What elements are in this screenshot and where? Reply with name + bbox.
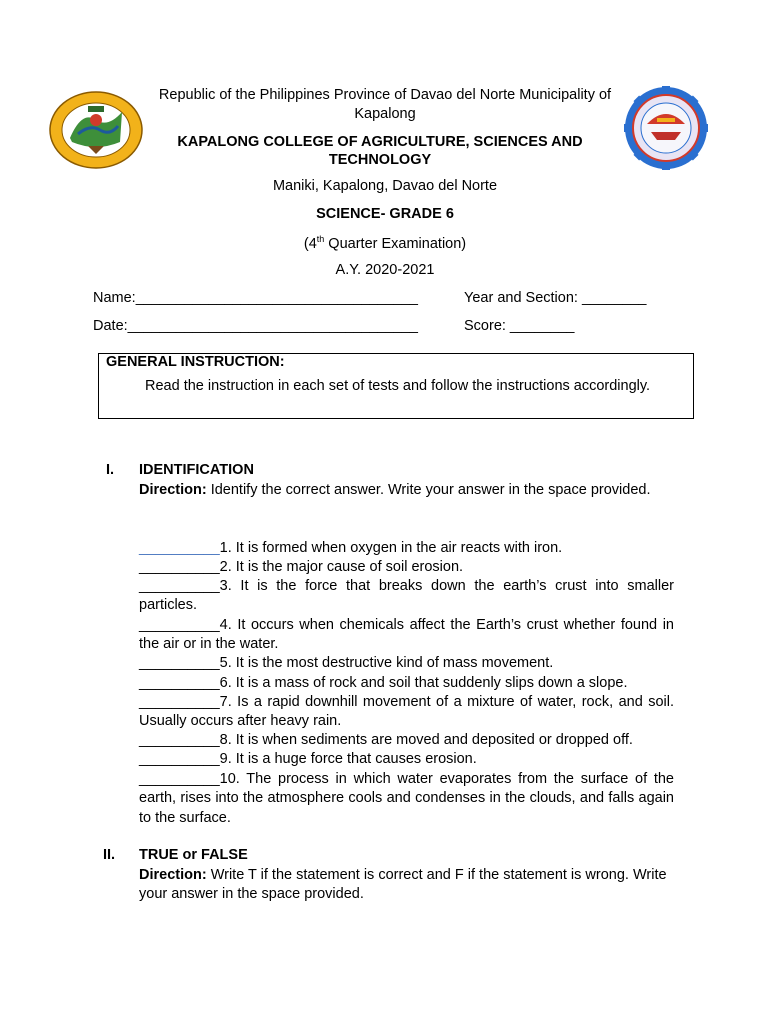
- answer-blank-1[interactable]: __________: [139, 540, 220, 556]
- question-4: __________4. It occurs when chemicals affect the Earth’s crust whether found in the air or in the water.: [139, 617, 674, 653]
- year-section-field[interactable]: Year and Section: ________: [464, 290, 647, 306]
- general-instruction-box: [98, 353, 694, 419]
- answer-blank-3[interactable]: __________: [139, 578, 220, 594]
- answer-blank-8[interactable]: __________: [139, 732, 220, 748]
- date-field[interactable]: Date:____________________________________: [93, 318, 418, 334]
- section-2-title: TRUE or FALSE: [139, 847, 248, 863]
- question-2: __________2. It is the major cause of soil erosion.: [139, 559, 464, 575]
- score-field[interactable]: Score: ________: [464, 318, 575, 334]
- section-1-title: IDENTIFICATION: [139, 462, 254, 478]
- section-1-direction: Direction: Identify the correct answer. Write your answer in the space provided.: [139, 482, 651, 498]
- name-field[interactable]: Name:___________________________________: [93, 290, 418, 306]
- section-2-number: II.: [103, 847, 116, 863]
- municipal-seal-logo: [48, 90, 144, 170]
- question-10: __________10. The process in which water evaporates from the surface of the earth, rises into the atmosphere cools and condenses in the clouds, and falls again to the surface.: [139, 771, 674, 826]
- question-7: __________7. Is a rapid downhill movement of a mixture of water, rock, and soil. Usually occurs after heavy rain.: [139, 694, 674, 730]
- answer-blank-2[interactable]: __________: [139, 559, 220, 575]
- answer-blank-5[interactable]: __________: [139, 655, 220, 671]
- section-2-direction: Direction: Write T if the statement is correct and F if the statement is wrong. Write your answer in the space provided.: [139, 867, 667, 903]
- answer-blank-4[interactable]: __________: [139, 617, 220, 633]
- republic-header: Republic of the Philippines Province of Davao del Norte Municipality of Kapalong: [158, 87, 612, 122]
- exam-title: (4th Quarter Examination): [303, 234, 467, 252]
- answer-blank-9[interactable]: __________: [139, 751, 220, 767]
- academic-year: A.Y. 2020-2021: [335, 262, 435, 278]
- answer-blank-7[interactable]: __________: [139, 694, 220, 710]
- question-6: __________6. It is a mass of rock and soil that suddenly slips down a slope.: [139, 675, 628, 691]
- section-1-number: I.: [106, 462, 115, 478]
- general-instruction-title: GENERAL INSTRUCTION:: [106, 354, 285, 370]
- question-8: __________8. It is when sediments are moved and deposited or dropped off.: [139, 732, 633, 748]
- question-1: __________1. It is formed when oxygen in the air reacts with iron.: [139, 540, 563, 556]
- question-5: __________5. It is the most destructive kind of mass movement.: [139, 655, 554, 671]
- answer-blank-10[interactable]: __________: [139, 771, 220, 787]
- college-name: KAPALONG COLLEGE OF AGRICULTURE, SCIENCES AND TECHNOLOGY: [177, 134, 583, 168]
- question-3: __________3. It is the force that breaks down the earth’s crust into smaller particles.: [139, 578, 674, 614]
- answer-blank-6[interactable]: __________: [139, 675, 220, 691]
- question-9: __________9. It is a huge force that causes erosion.: [139, 751, 477, 767]
- college-address: Maniki, Kapalong, Davao del Norte: [272, 178, 498, 194]
- subject-title: SCIENCE- GRADE 6: [316, 206, 454, 222]
- general-instruction-text: Read the instruction in each set of tests and follow the instructions accordingly.: [145, 378, 651, 394]
